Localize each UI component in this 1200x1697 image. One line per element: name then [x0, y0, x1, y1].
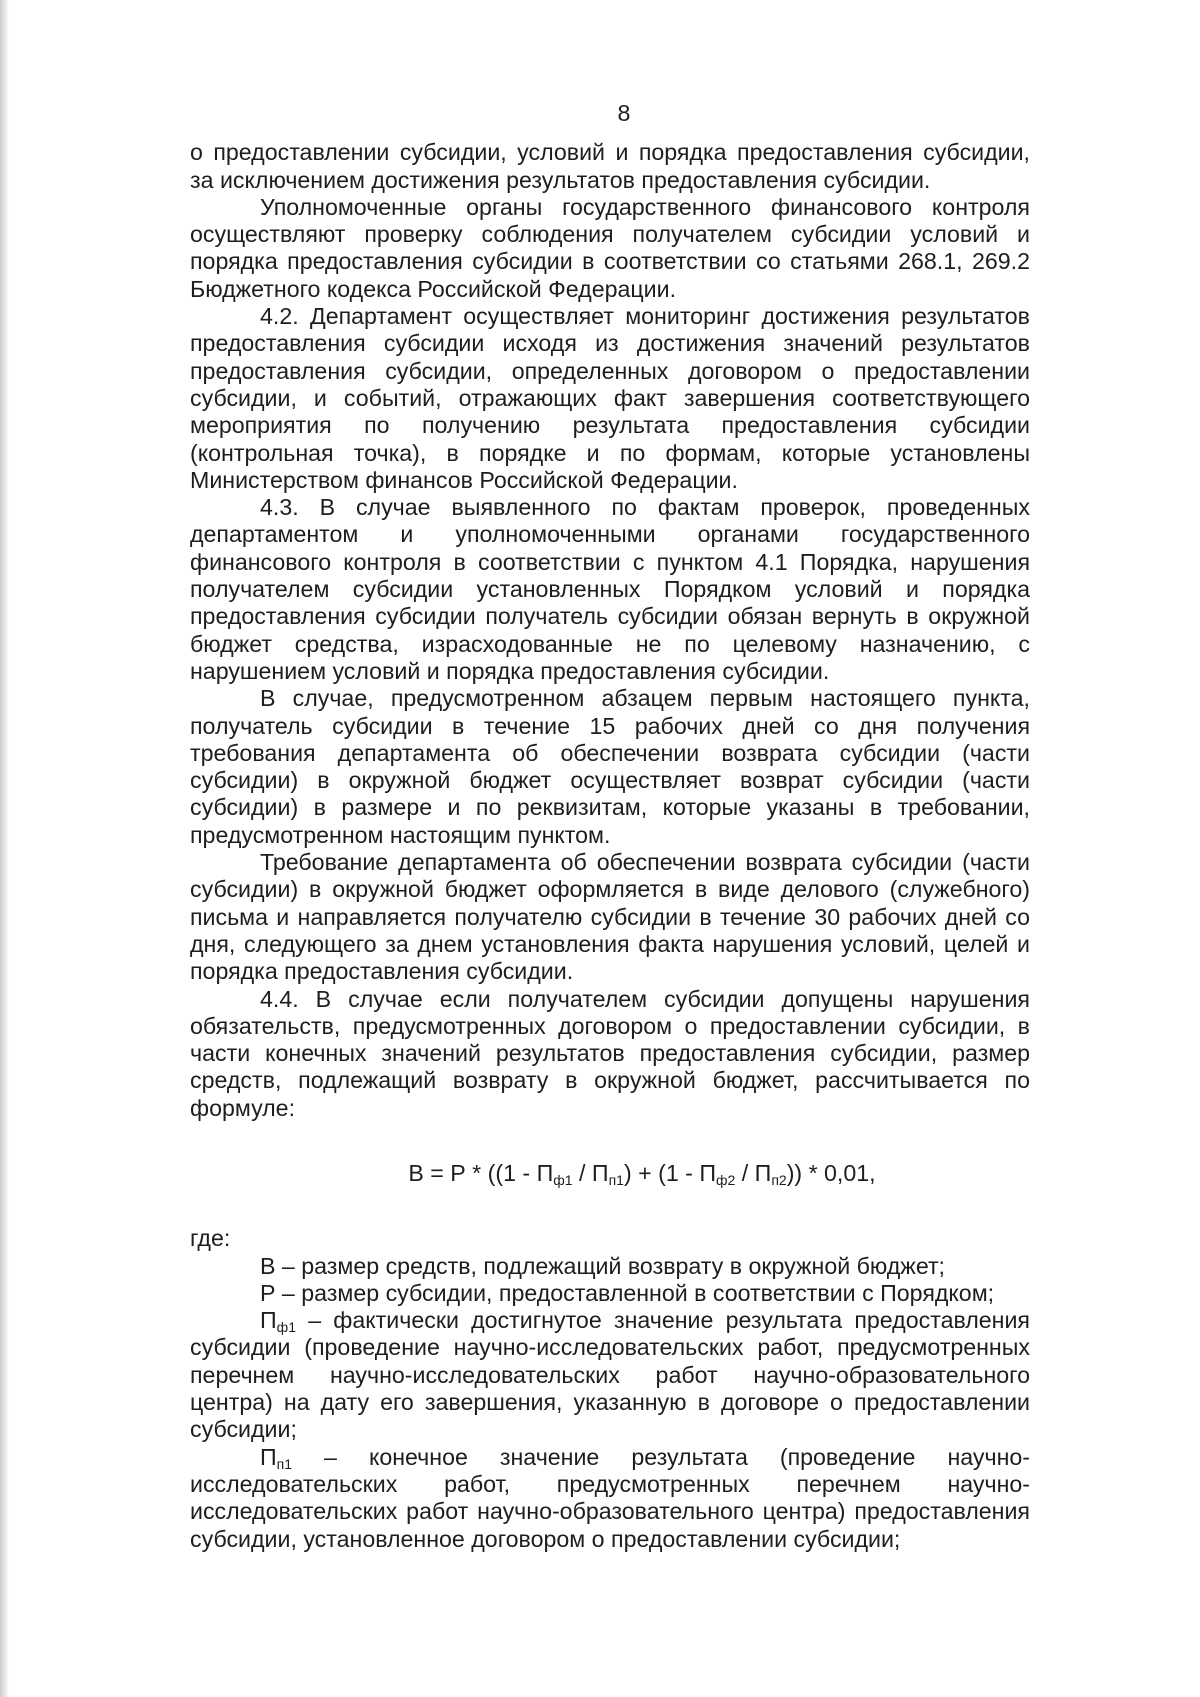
formula-subscript: п1 — [608, 1171, 624, 1188]
definition-b: В – размер средств, подлежащий возврату в окружной бюджет; — [260, 1252, 946, 1279]
refund-formula — [254, 1160, 1030, 1187]
scan-edge-shadow — [0, 0, 9, 1697]
page-number: 8 — [617, 100, 631, 126]
where-label: где: — [190, 1225, 231, 1252]
paragraph: В случае, предусмотренном абзацем первым настоящего пункта, получатель субсидии в течение 15 рабочих дней со дня получения требования департамента об обеспечении возврата субсидии (части субсидии) в окружной бюджет осуществляет возврат субсидии (части субсидии) в размере и по реквизитам, которые указаны в требовании, предусмотренном настоящим пунктом. — [190, 685, 1030, 848]
definition-pp1 — [190, 1444, 1030, 1553]
symbol-subscript: ф1 — [276, 1319, 296, 1336]
formula-part: / П — [735, 1159, 772, 1186]
paragraph-4-3: 4.3. В случае выявленного по фактам проверок, проведенных департаментом и уполномоченными органами государственного финансового контроля в соответствии с пунктом 4.1 Порядка, нарушения получателем субсидии установленных Порядком условий и порядка предоставления субсидии получатель субсидии обязан вернуть в окружной бюджет средства, израсходованные не по целевому назначению, с нарушением условий и порядка предоставления субсидии. — [190, 494, 1030, 684]
definition-r: Р – размер субсидии, предоставленной в соответствии с Порядком; — [260, 1279, 995, 1306]
paragraph: Уполномоченные органы государственного финансового контроля осуществляют проверку соблюдения получателем субсидии условий и порядка предоставления субсидии в соответствии со статьями 268.1, 269.2 Бюджетного кодекса Российской Федерации. — [190, 193, 1030, 302]
formula-part: / П — [572, 1159, 609, 1186]
symbol: П — [260, 1307, 277, 1334]
formula-part: )) * 0,01, — [786, 1159, 876, 1186]
paragraph-4-4: 4.4. В случае если получателем субсидии допущены нарушения обязательств, предусмотренных договором о предоставлении субсидии, в части конечных значений результатов предоставления субсидии, размер средств, подлежащий возврату в окружной бюджет, рассчитывается по формуле: — [190, 985, 1030, 1121]
paragraph: Требование департамента об обеспечении возврата субсидии (части субсидии) в окружной бюджет оформляется в виде делового (служебного) письма и направляется получателю субсидии в течение 30 рабочих дней со дня, следующего за днем установления факта нарушения условий, целей и порядка предоставления субсидии. — [190, 849, 1030, 985]
symbol: П — [260, 1443, 277, 1470]
formula-subscript: ф2 — [716, 1171, 736, 1188]
formula-subscript: п2 — [771, 1171, 787, 1188]
paragraph: о предоставлении субсидии, условий и порядка предоставления субсидии, за исключением достижения результатов предоставления субсидии. — [190, 139, 1030, 193]
formula-part: В = Р * ((1 - П — [408, 1159, 554, 1186]
definition-pf1 — [190, 1307, 1030, 1443]
formula-subscript: ф1 — [553, 1171, 573, 1188]
definition-text: – конечное значение результата (проведение научно-исследовательских работ, предусмотренных перечнем научно-исследовательских работ научно-образовательного центра) предоставления субсидии, установленное договором о предоставлении субсидии; — [190, 1443, 1030, 1552]
formula-part: ) + (1 - П — [623, 1159, 716, 1186]
definition-text: – фактически достигнутое значение результата предоставления субсидии (проведение научно-исследовательских работ, предусмотренных перечнем научно-исследовательских работ научно-образовательного центра) на дату его завершения, указанную в договоре о предоставлении субсидии; — [190, 1307, 1030, 1443]
document-page — [190, 100, 1030, 1553]
symbol-subscript: п1 — [276, 1455, 293, 1472]
paragraph-4-2: 4.2. Департамент осуществляет мониторинг достижения результатов предоставления субсидии исходя из достижения значений результатов предоставления субсидии, определенных договором о предоставлении субсидии, и событий, отражающих факт завершения соответствующего мероприятия по получению результата предоставления субсидии (контрольная точка), в порядке и по формам, которые установлены Министерством финансов Российской Федерации. — [190, 303, 1030, 493]
